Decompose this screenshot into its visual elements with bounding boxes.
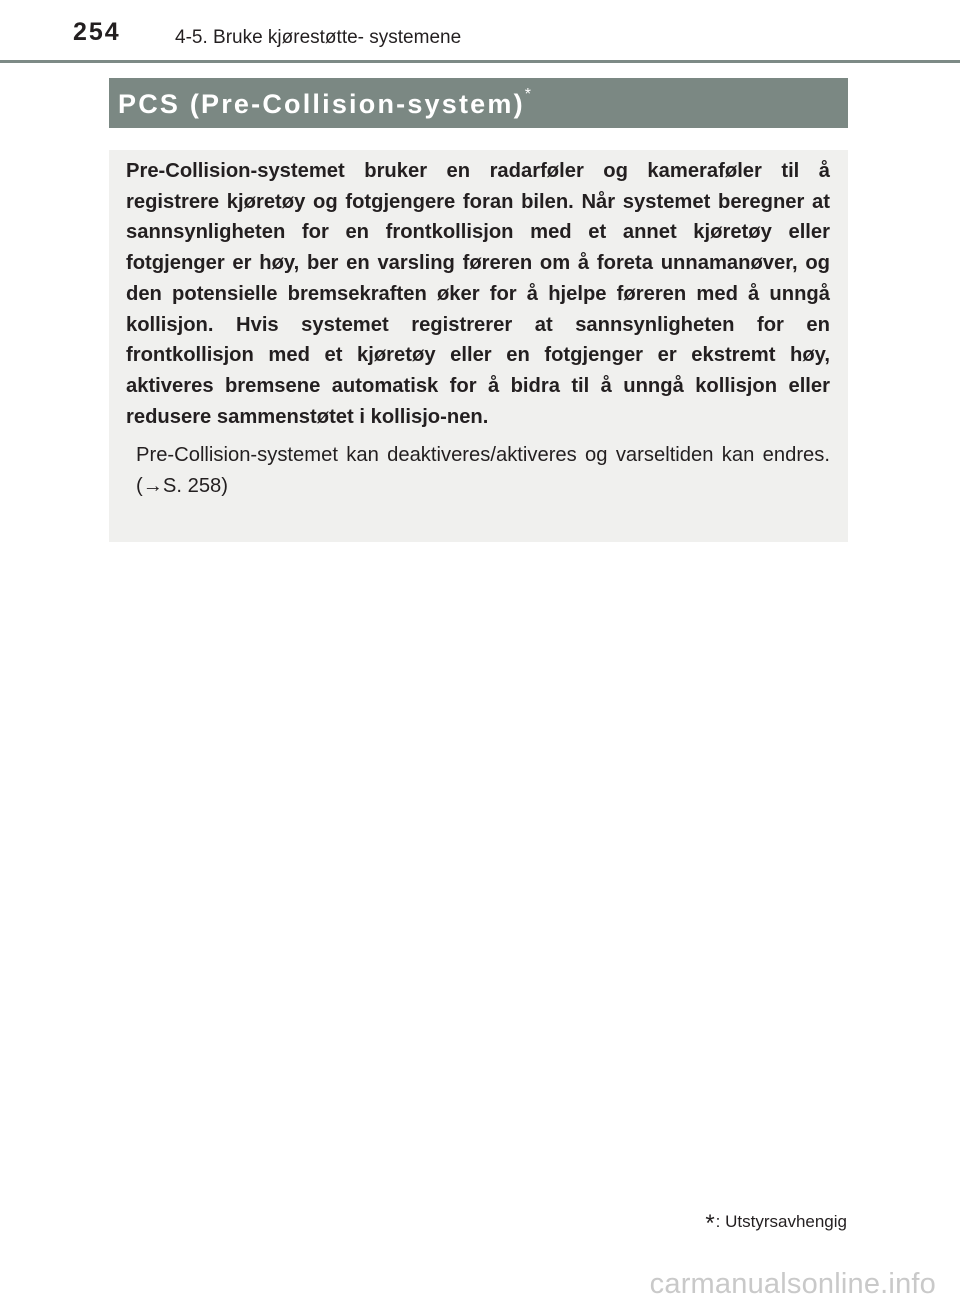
- footnote: [705, 1210, 847, 1238]
- asterisk-icon: *: [705, 1210, 715, 1237]
- page-number: 254: [73, 18, 121, 46]
- arrow-right-icon: →: [142, 475, 163, 498]
- section-header-bar: [109, 78, 848, 128]
- intro-paragraph: Pre-Collision-systemet bruker en radarføler og kameraføler til å registrere kjøretøy og fotgjengere foran bilen. Når systemet beregner at sannsynligheten for en frontkollisjon med et annet kjøretøy eller fotgjenger er høy, ber en varsling føreren om å foreta unnamanøver, og den potensielle bremsekraften øker for å hjelpe føreren med å unngå kollisjon. Hvis systemet registrerer at sannsynligheten for en frontkollisjon med et kjøretøy eller en fotgjenger er ekstremt høy, aktiveres bremsene automatisk for å bidra til å unngå kollisjon eller redusere sammenstøtet i kollisjo-nen.: [126, 160, 830, 428]
- note-paragraph: [136, 440, 830, 501]
- note-text-end: ): [221, 475, 229, 498]
- page-reference-link[interactable]: S. 258: [162, 475, 222, 498]
- optional-equipment-marker: *: [524, 86, 532, 103]
- section-title-text: PCS (Pre-Collision-system): [118, 89, 525, 119]
- note-text: Pre-Collision-systemet kan deaktiveres/aktiveres og varseltiden kan endres. (: [136, 444, 830, 498]
- header-divider: [0, 60, 960, 63]
- section-title: [109, 86, 531, 120]
- footnote-text: : Utstyrsavhengig: [715, 1212, 847, 1231]
- chapter-title: 4-5. Bruke kjørestøtte- systemene: [175, 27, 462, 48]
- watermark: carmanualsonline.info: [649, 1268, 936, 1300]
- content-box: [109, 150, 848, 542]
